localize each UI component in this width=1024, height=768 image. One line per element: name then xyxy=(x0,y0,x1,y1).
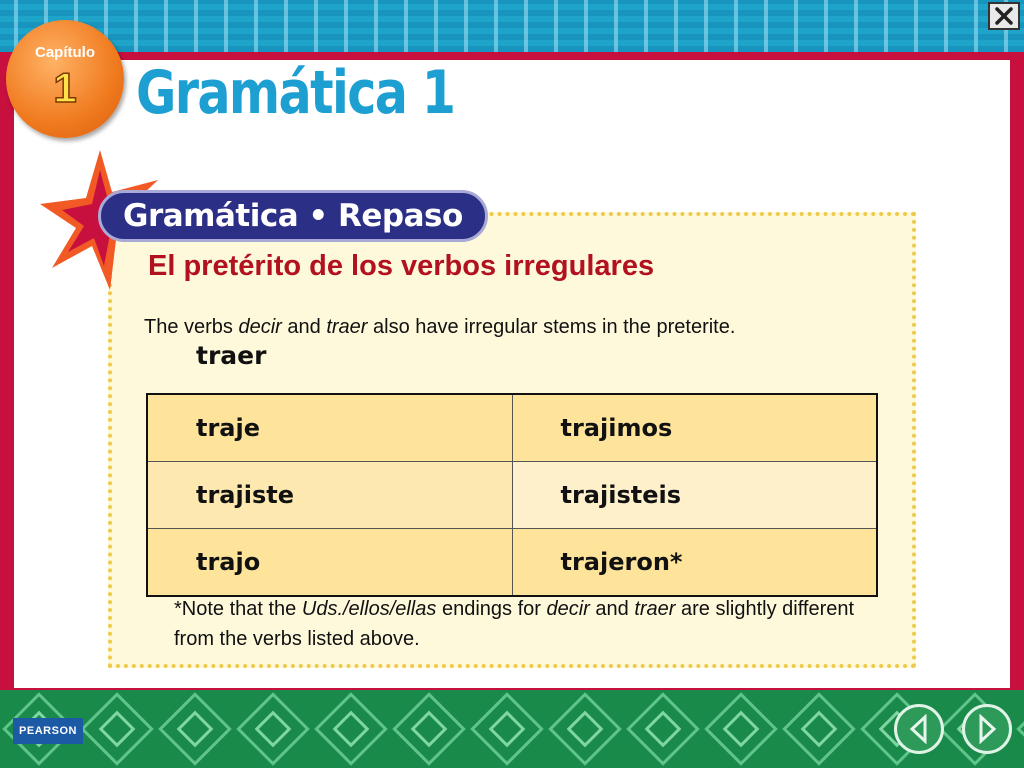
conjugation-cell: trajiste xyxy=(147,462,512,529)
close-icon xyxy=(994,7,1014,25)
table-row xyxy=(147,529,877,597)
conjugation-cell: trajeron* xyxy=(512,529,877,597)
conjugation-cell: trajisteis xyxy=(512,462,877,529)
intro-verb-traer: traer xyxy=(326,316,368,338)
table-row xyxy=(147,394,877,462)
note-part: endings for xyxy=(436,598,547,620)
intro-prefix: The verbs xyxy=(144,316,239,338)
next-button[interactable] xyxy=(962,704,1012,754)
intro-middle: and xyxy=(281,316,327,338)
note-italic: Uds./ellos/ellas xyxy=(301,598,437,620)
chapter-badge xyxy=(6,20,124,138)
chevron-left-icon xyxy=(907,714,931,744)
conjugation-cell: trajimos xyxy=(512,394,877,462)
previous-button[interactable] xyxy=(894,704,944,754)
grammar-review-banner xyxy=(98,190,488,242)
note-part: are slightly different from the verbs listed above. xyxy=(174,598,855,650)
note-italic: decir xyxy=(546,598,590,620)
chevron-right-icon xyxy=(975,714,999,744)
table-row xyxy=(147,462,877,529)
note-italic: traer xyxy=(634,598,676,620)
pearson-logo: PEARSON xyxy=(13,718,83,744)
note-part: *Note that the xyxy=(174,598,302,620)
diamond-pattern xyxy=(0,690,1024,768)
intro-suffix: also have irregular stems in the preterite. xyxy=(367,316,736,338)
top-decorative-band xyxy=(0,0,1024,52)
table-verb-heading: traer xyxy=(196,341,267,370)
chapter-number: 1 xyxy=(53,64,77,111)
intro-verb-decir: decir xyxy=(238,316,282,338)
footnote-text xyxy=(174,594,894,654)
conjugation-cell: traje xyxy=(147,394,512,462)
conjugation-cell: trajo xyxy=(147,529,512,597)
conjugation-table xyxy=(146,393,878,597)
banner-label: Gramática • Repaso xyxy=(123,198,463,234)
section-subtitle: El pretérito de los verbos irregulares xyxy=(148,250,655,282)
note-part: and xyxy=(589,598,635,620)
intro-text xyxy=(144,316,735,339)
bottom-decorative-band xyxy=(0,690,1024,768)
page-title: Gramática 1 xyxy=(136,58,455,128)
close-button[interactable] xyxy=(988,2,1020,30)
chapter-label: Capítulo xyxy=(35,44,95,61)
